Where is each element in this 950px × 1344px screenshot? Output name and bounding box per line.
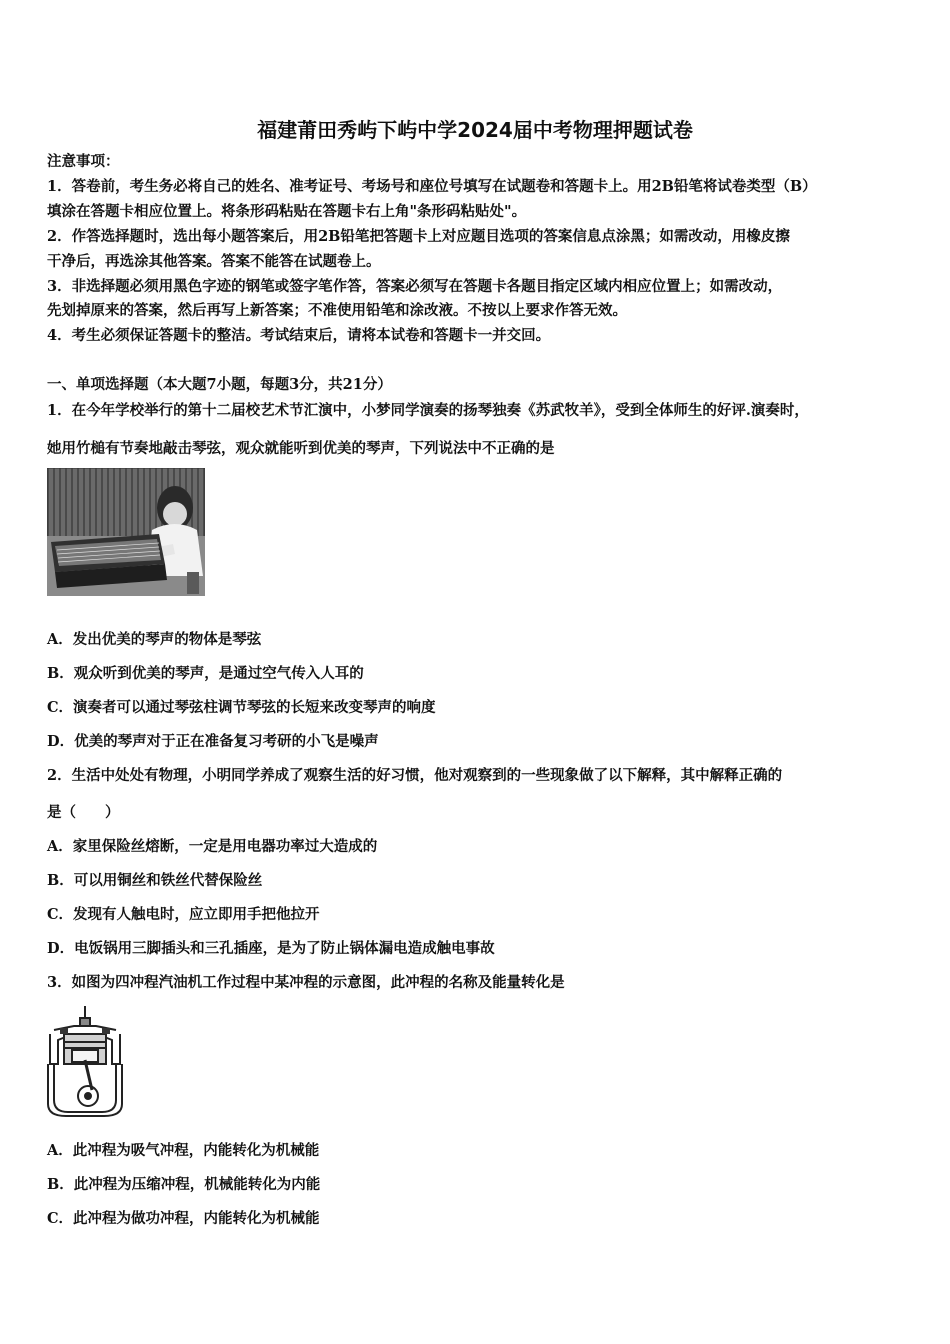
question-1-option-a[interactable]: A．发出优美的琴声的物体是琴弦 — [47, 631, 262, 648]
yangqin-player-photo — [47, 468, 205, 596]
notice-line: 2．作答选择题时，选出每小题答案后，用2B铅笔把答题卡上对应题目选项的答案信息点涂黑；如需改动，用橡皮擦 — [47, 228, 790, 245]
question-2-option-c[interactable]: C．发现有人触电时，应立即用手把他拉开 — [47, 906, 320, 923]
question-3-stem: 3．如图为四冲程汽油机工作过程中某冲程的示意图，此冲程的名称及能量转化是 — [47, 974, 565, 991]
question-1-stem: 她用竹槌有节奏地敲击琴弦，观众就能听到优美的琴声，下列说法中不正确的是 — [47, 440, 555, 457]
notice-line: 先划掉原来的答案，然后再写上新答案；不准使用铅笔和涂改液。不按以上要求作答无效。 — [47, 302, 627, 319]
question-3-option-c[interactable]: C．此冲程为做功冲程，内能转化为机械能 — [47, 1210, 320, 1227]
question-2-option-a[interactable]: A．家里保险丝熔断，一定是用电器功率过大造成的 — [47, 838, 378, 855]
question-1-stem: 1．在今年学校举行的第十二届校艺术节汇演中，小梦同学演奏的扬琴独奏《苏武牧羊》，受到全体师生的好评.演奏时， — [47, 402, 809, 419]
notice-line: 4．考生必须保证答题卡的整洁。考试结束后，请将本试卷和答题卡一并交回。 — [47, 327, 551, 344]
question-2-option-b[interactable]: B．可以用铜丝和铁丝代替保险丝 — [47, 872, 263, 889]
engine-stroke-diagram — [44, 1004, 126, 1118]
notice-line: 3．非选择题必须用黑色字迹的钢笔或签字笔作答，答案必须写在答题卡各题目指定区域内相应位置上；如需改动， — [47, 278, 783, 295]
page-title: 福建莆田秀屿下屿中学2024届中考物理押题试卷 — [257, 118, 693, 142]
question-3-option-b[interactable]: B．此冲程为压缩冲程，机械能转化为内能 — [47, 1176, 321, 1193]
notice-line: 干净后，再选涂其他答案。答案不能答在试题卷上。 — [47, 253, 381, 270]
notice-line: 填涂在答题卡相应位置上。将条形码粘贴在答题卡右上角"条形码粘贴处"。 — [47, 203, 527, 220]
section-heading: 一、单项选择题（本大题7小题，每题3分，共21分） — [47, 376, 392, 393]
question-3-option-a[interactable]: A．此冲程为吸气冲程，内能转化为机械能 — [47, 1142, 320, 1159]
notice-heading: 注意事项： — [47, 153, 120, 170]
question-1-option-d[interactable]: D．优美的琴声对于正在准备复习考研的小飞是噪声 — [47, 733, 379, 750]
question-1-option-c[interactable]: C．演奏者可以通过琴弦柱调节琴弦的长短来改变琴声的响度 — [47, 699, 436, 716]
question-2-stem: 2．生活中处处有物理，小明同学养成了观察生活的好习惯，他对观察到的一些现象做了以下解释，其中解释正确的 — [47, 767, 783, 784]
notice-line: 1．答卷前，考生务必将自己的姓名、准考证号、考场号和座位号填写在试题卷和答题卡上。用2B铅笔将试卷类型（B） — [47, 178, 817, 195]
question-2-stem: 是（ ） — [47, 804, 120, 821]
question-1-option-b[interactable]: B．观众听到优美的琴声，是通过空气传入人耳的 — [47, 665, 364, 682]
question-2-option-d[interactable]: D．电饭锅用三脚插头和三孔插座，是为了防止锅体漏电造成触电事故 — [47, 940, 495, 957]
